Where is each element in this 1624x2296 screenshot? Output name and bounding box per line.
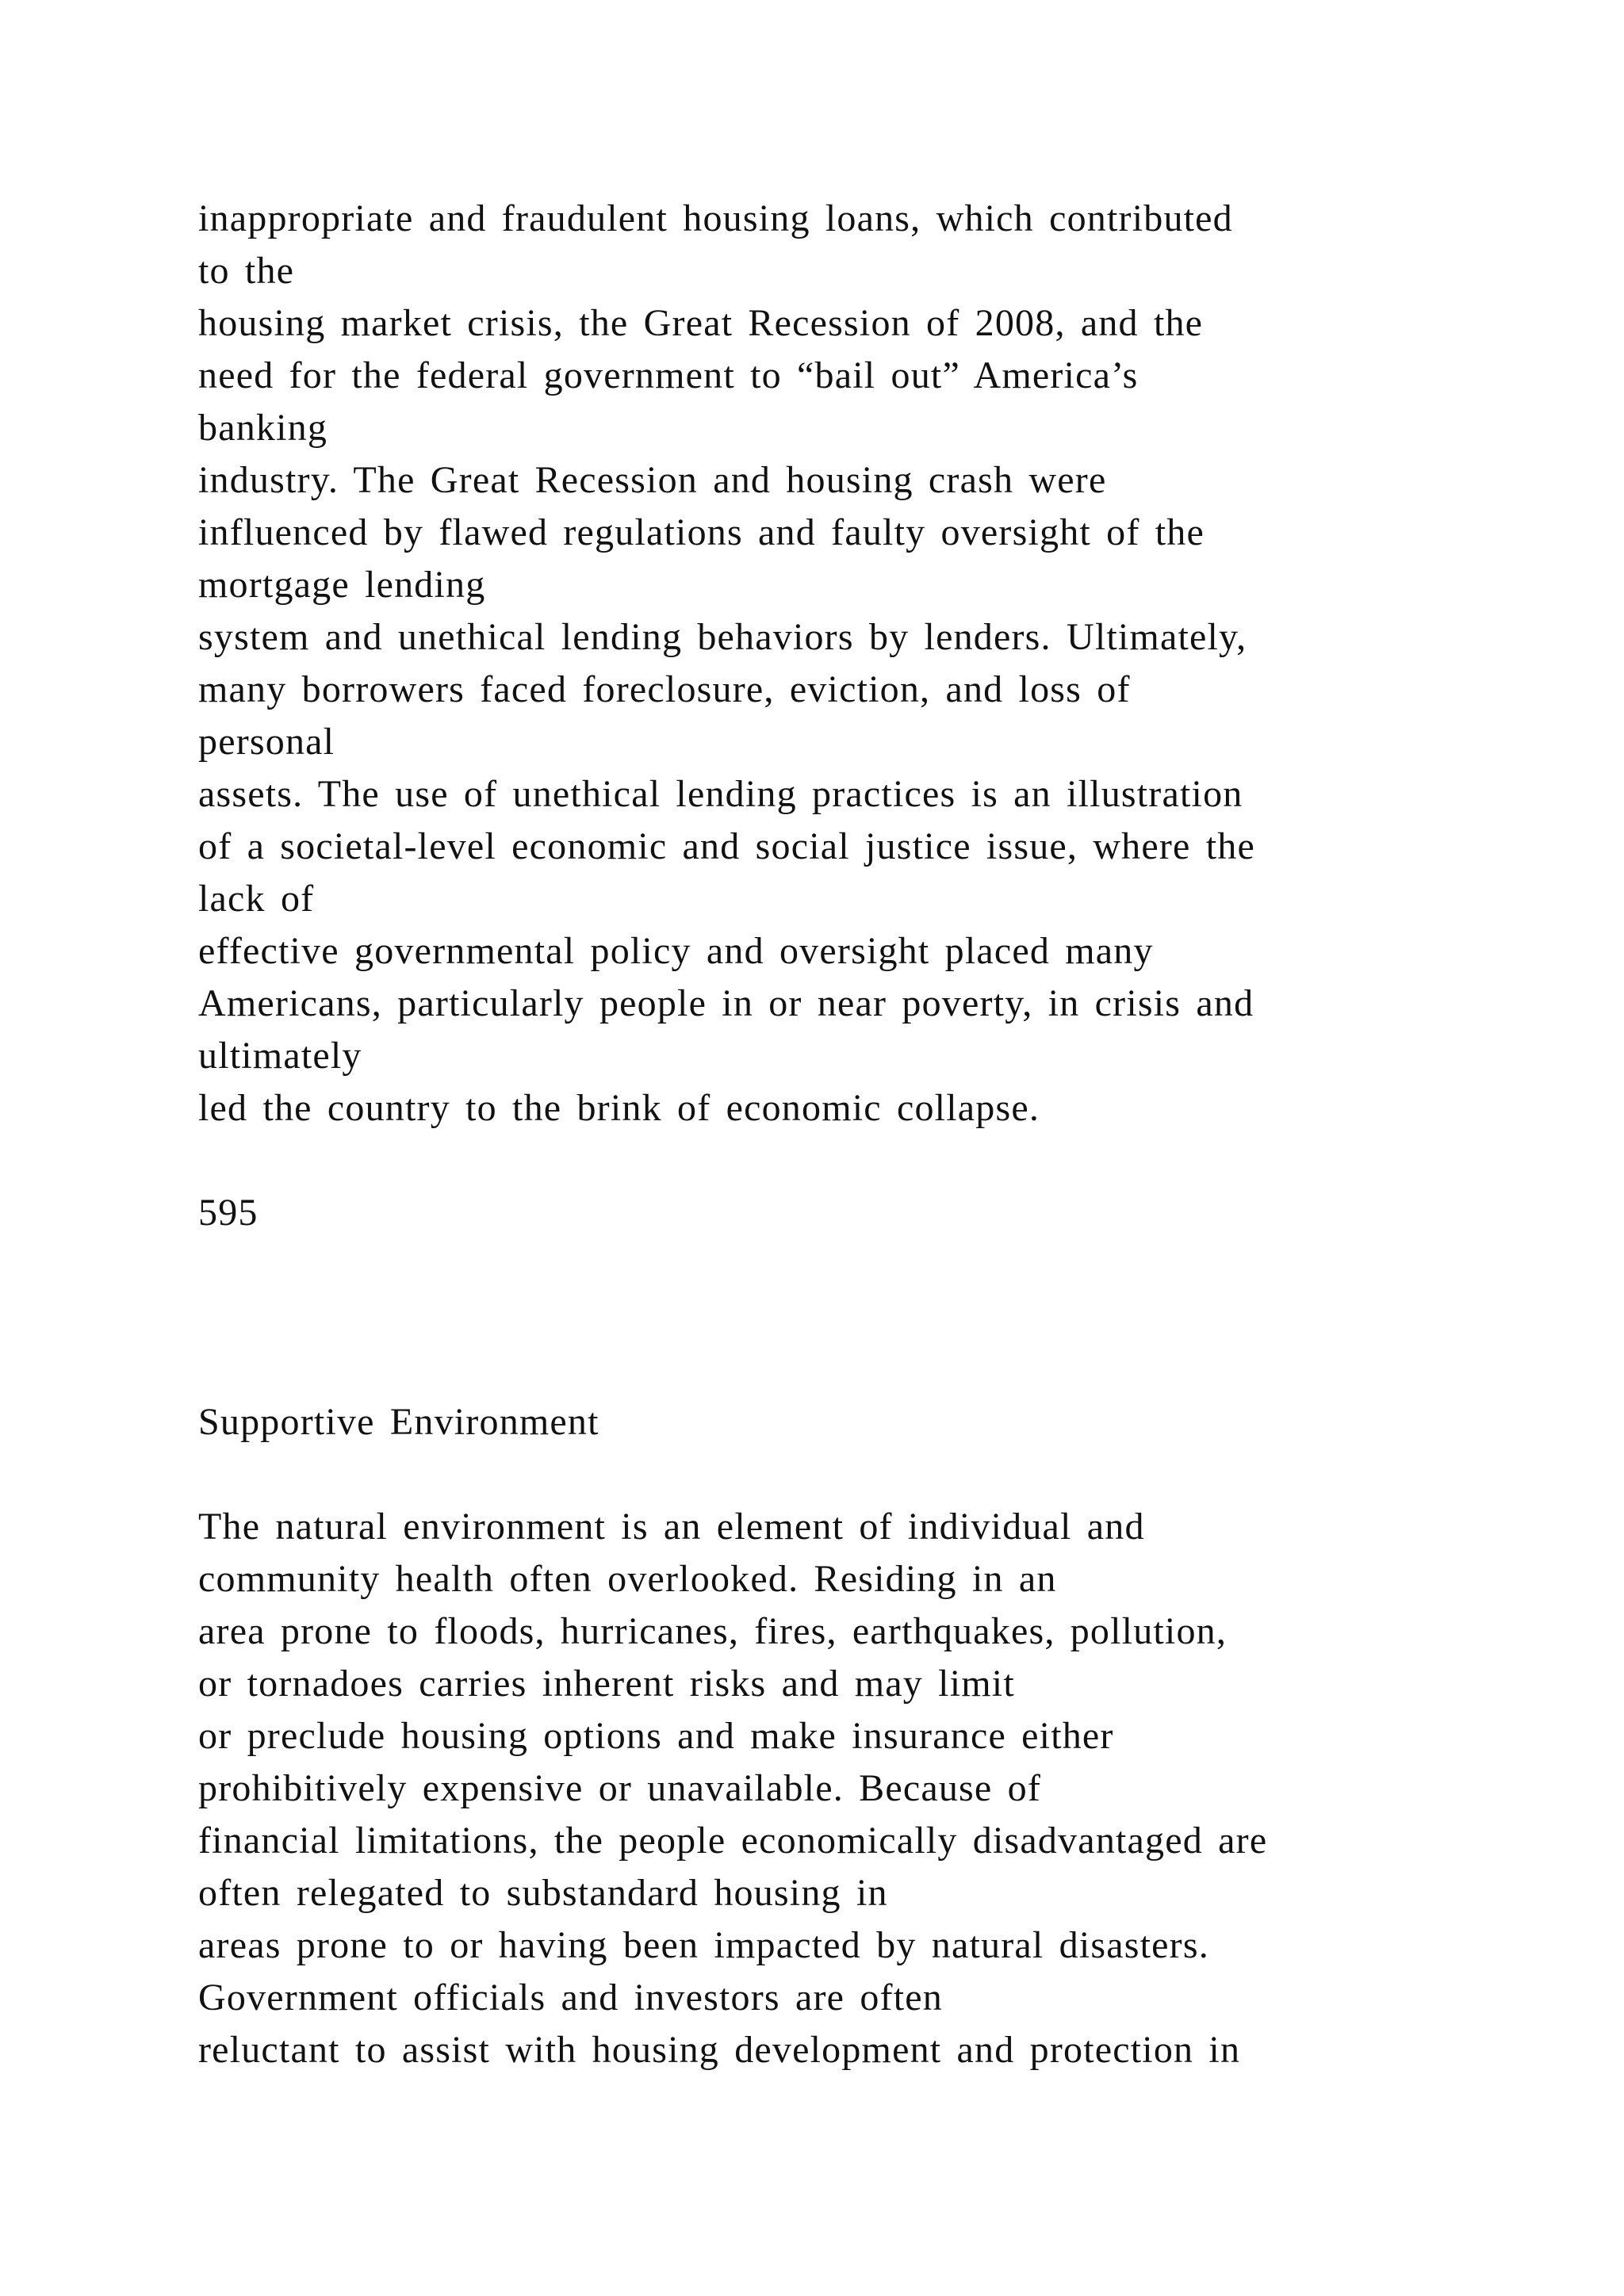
paragraph-line: to the (198, 250, 295, 292)
paragraph-line: personal (198, 721, 335, 763)
paragraph-line: many borrowers faced foreclosure, eviction, and loss of (198, 668, 1131, 710)
paragraph-line: The natural environment is an element of individual and (198, 1506, 1145, 1548)
paragraph-line: banking (198, 407, 328, 449)
paragraph-line: effective governmental policy and oversight placed many (198, 930, 1154, 972)
paragraph-line: housing market crisis, the Great Recession of 2008, and the (198, 302, 1204, 344)
paragraph-line: prohibitively expensive or unavailable. Because of (198, 1767, 1042, 1809)
paragraph-line: Americans, particularly people in or near poverty, in crisis and (198, 982, 1254, 1024)
paragraph-line: areas prone to or having been impacted by natural disasters. (198, 1924, 1209, 1966)
paragraph-line: industry. The Great Recession and housing crash were (198, 459, 1107, 501)
paragraph-line: ultimately (198, 1035, 362, 1077)
paragraph-line: community health often overlooked. Residing in an (198, 1558, 1057, 1600)
paragraph-line: assets. The use of unethical lending practices is an illustration (198, 773, 1243, 815)
paragraph-line: mortgage lending (198, 564, 486, 606)
paragraph-line: reluctant to assist with housing development and protection in (198, 2029, 1241, 2071)
paragraph-line: inappropriate and fraudulent housing loans, which contributed (198, 197, 1233, 239)
paragraph-line: or tornadoes carries inherent risks and may limit (198, 1663, 1015, 1705)
paragraph-line: financial limitations, the people economically disadvantaged are (198, 1820, 1268, 1862)
section-heading: Supportive Environment (198, 1401, 599, 1443)
paragraph-line: often relegated to substandard housing in (198, 1872, 888, 1914)
page-number: 595 (198, 1192, 259, 1234)
paragraph-line: need for the federal government to “bail out” America’s (198, 354, 1139, 396)
paragraph-line: Government officials and investors are often (198, 1976, 943, 2019)
paragraph-line: system and unethical lending behaviors by lenders. Ultimately, (198, 616, 1247, 658)
paragraph-line: influenced by flawed regulations and faulty oversight of the (198, 511, 1205, 553)
paragraph-line: led the country to the brink of economic collapse. (198, 1087, 1040, 1129)
paragraph-line: of a societal-level economic and social justice issue, where the (198, 825, 1256, 867)
paragraph-line: or preclude housing options and make insurance either (198, 1715, 1114, 1757)
paragraph-line: lack of (198, 878, 315, 920)
paragraph-line: area prone to floods, hurricanes, fires, earthquakes, pollution, (198, 1610, 1228, 1652)
